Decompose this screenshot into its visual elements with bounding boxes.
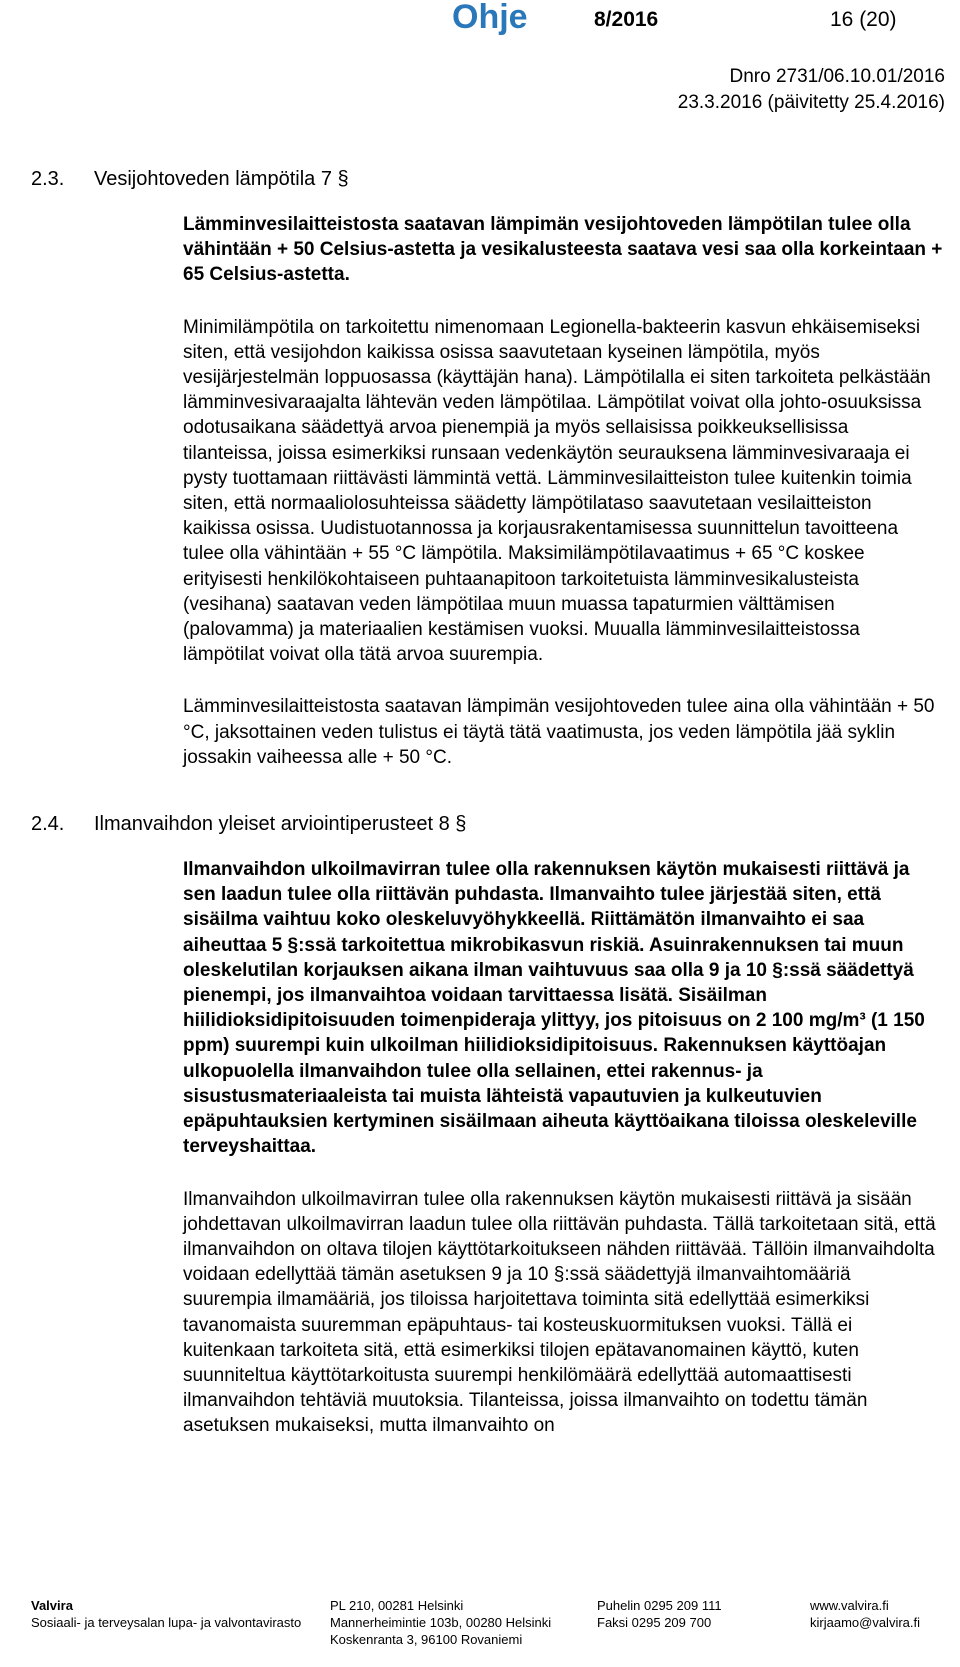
org-name: Valvira <box>31 1598 73 1613</box>
footer-org <box>31 1597 301 1631</box>
footer-web <box>810 1597 920 1631</box>
document-body <box>0 166 960 1466</box>
document-number: 8/2016 <box>594 8 659 31</box>
phone-number: Puhelin 0295 209 111 <box>597 1598 722 1613</box>
explanation-paragraph: Minimilämpötila on tarkoitettu nimenomaan Legionella-bakteerin kasvun ehkäisemiseksi siten, että vesijohdon kaikissa osissa saavutetaan kyseinen lämpötila, myös vesijärjestelmän loppuosassa (käyttäjän hana). Lämpötilalla ei siten tarkoiteta pelkästään lämminvesivaraajalta lähtevän veden lämpötilaa. Lämpötilat voivat olla johto-osuuksissa odotusaikana säädettyä arvoa pienempiä ja myös sellaisissa poikkeuksellisissa tilanteissa, joissa esimerkiksi runsaan vedenkäytön seurauksena lämminvesivaraaja ei pysty tuottamaan riittävästi lämmintä vettä. Lämminvesilaitteiston tulee kuitenkin toimia siten, että normaaliolosuhteissa säädetty lämpötilataso saavutetaan vesilaitteiston kaikissa osissa. Uudistuotannossa ja korjausrakentamisessa suunnittelun tavoitteena tulee olla vähintään + 55 °C lämpötila. Maksimilämpötilavaatimus + 65 °C koskee erityisesti henkilökohtaiseen puhtaanapitoon tarkoitetuista lämminvesikalusteista (vesihana) saatavan veden lämpötilaa muun muassa tapaturmien välttämisen (palovamma) ja materiaalien kestämisen vuoksi. Muualla lämminvesilaitteistossa lämpötilat voivat olla tätä arvoa suurempia. <box>183 316 931 666</box>
document-footer <box>0 1597 960 1667</box>
regulation-text: Lämminvesilaitteistosta saatavan lämpimän vesijohtoveden lämpötilan tulee olla vähintään + 50 Celsius-astetta ja vesikalusteesta saatava vesi saa olla korkeintaan + 65 Celsius-astetta. <box>183 214 943 286</box>
email-link[interactable]: kirjaamo@valvira.fi <box>810 1615 920 1630</box>
section-title: Vesijohtoveden lämpötila 7 § <box>94 168 349 190</box>
explanation-paragraph: Ilmanvaihdon ulkoilmavirran tulee olla rakennuksen käytön mukaisesti riittävä ja sisään johdettavan ulkoilmavirran laadun tulee olla riittävän puhdasta. Tällä tarkoitetaan sitä, että ilmanvaihdon on oltava tilojen käyttötarkoitukseen nähden riittävää. Tällöin ilmanvaihdolta voidaan edellyttää tämän asetuksen 9 ja 10 §:ssä säädettyjä ilmanvaihtomääriä suurempia ilmamääriä, jos tiloissa harjoitettava toiminta sitä edellyttää esimerkiksi tavanomaista suuremman epäpuhtaus- tai kosteuskuormituksen vuoksi. Tällä ei kuitenkaan tarkoiteta sitä, että esimerkiksi tilojen epätavanomainen käyttö, kuten suunniteltua käyttötarkoitusta suurempi henkilömäärä edellyttää automaattisesti ilmanvaihdon tehtäviä muutoksia. Tilanteissa, joissa ilmanvaihto on todettu tämän asetuksen mukaiseksi, mutta ilmanvaihto on <box>183 1188 936 1437</box>
document-type: Ohje <box>452 0 528 36</box>
org-full-name: Sosiaali- ja terveysalan lupa- ja valvontavirasto <box>31 1615 302 1630</box>
footer-address <box>330 1597 551 1648</box>
regulation-text: Ilmanvaihdon ulkoilmavirran tulee olla rakennuksen käytön mukaisesti riittävä ja sen laadun tulee olla riittävän puhdasta. Ilmanvaihto tulee järjestää siten, että sisäilma vaihtuu koko oleskeluvyöhykkeellä. Riittämätön ilmanvaihto ei saa aiheuttaa 5 §:ssä tarkoitettua mikrobikasvun riskiä. Asuinrakennuksen tai muun oleskelutilan korjauksen aikana ilman vaihtuvuus saa olla 9 ja 10 §:ssä säädettyä pienempi, jos ilmanvaihtoa voidaan tarvittaessa lisätä. Sisäilman hiilidioksidipitoisuuden toimenpideraja ylittyy, jos pitoisuus on 2 100 mg/m³ (1 150 ppm) suurempi kuin ulkoilman hiilidioksidipitoisuus. Rakennuksen käyttöajan ulkopuolella ilmanvaihdon tulee olla sellainen, ettei rakennus- ja sisustusmateriaaleista tai muista lähteistä vapautuvien ja kulkeutuvien epäpuhtauksien kertyminen sisäilmaan aiheuta käyttöaikana tiloissa oleskeleville terveyshaittaa. <box>183 859 925 1158</box>
explanation-paragraph: Lämminvesilaitteistosta saatavan lämpimän vesijohtoveden tulee aina olla vähintään + 50 °C, jaksottainen veden tulistus ei täytä tätä vaatimusta, jos veden lämpötila jää syklin jossakin vaiheessa alle + 50 °C. <box>183 696 935 768</box>
section-title: Ilmanvaihdon yleiset arviointiperusteet 8 § <box>94 813 467 836</box>
section-number: 2.3. <box>31 168 65 190</box>
document-header <box>0 0 960 150</box>
section-heading-2-4 <box>31 811 960 837</box>
website-link[interactable]: www.valvira.fi <box>810 1598 889 1613</box>
section-number: 2.4. <box>31 813 65 836</box>
section-heading-2-3 <box>31 166 960 192</box>
branch-address: Koskenranta 3, 96100 Rovaniemi <box>330 1632 523 1647</box>
document-date: 23.3.2016 (päivitetty 25.4.2016) <box>677 92 945 113</box>
record-number: Dnro 2731/06.10.01/2016 <box>729 66 945 87</box>
footer-contact <box>597 1597 722 1631</box>
page-number: 16 (20) <box>830 8 897 31</box>
street-address: Mannerheimintie 103b, 00280 Helsinki <box>330 1615 552 1630</box>
fax-number: Faksi 0295 209 700 <box>597 1615 712 1630</box>
postal-address: PL 210, 00281 Helsinki <box>330 1598 464 1613</box>
